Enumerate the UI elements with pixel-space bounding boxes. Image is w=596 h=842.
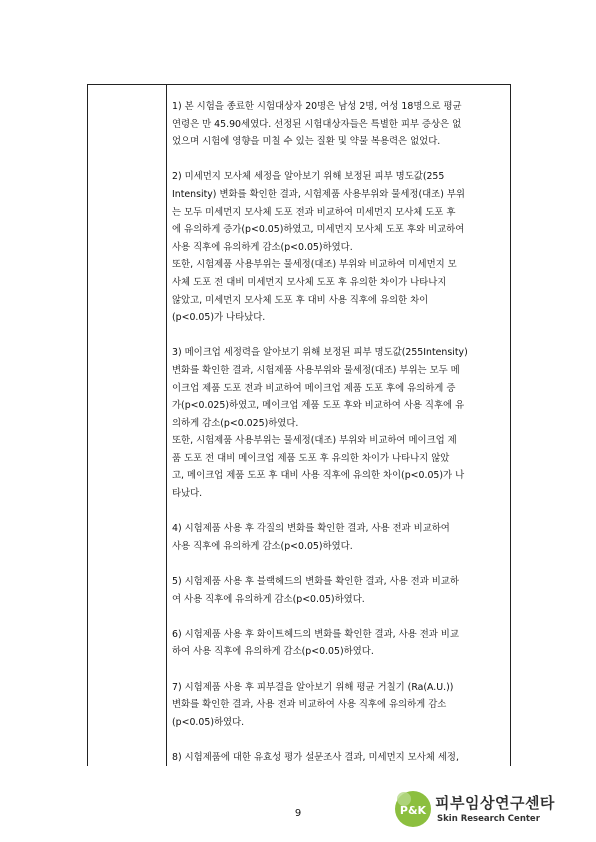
result-line: 5) 시험제품 사용 후 블랙헤드의 변화를 확인한 결과, 사용 전과 비교하 xyxy=(172,576,459,588)
result-item xyxy=(172,168,506,326)
result-line: 연령은 만 45.90세였다. 선정된 시험대상자들은 특별한 피부 증상은 없 xyxy=(172,118,462,130)
result-line: 하여 사용 직후에 유의하게 감소(p<0.05)하였다. xyxy=(172,646,374,658)
result-item xyxy=(172,573,506,608)
result-line: 6) 시험제품 사용 후 화이트헤드의 변화를 확인한 결과, 사용 전과 비교 xyxy=(172,628,459,640)
result-line: 2) 미세먼지 모사체 세정을 알아보기 위해 보정된 피부 명도값(255 xyxy=(172,171,445,183)
result-line: 3) 메이크업 세정력을 알아보기 위해 보정된 피부 명도값(255Intensity) xyxy=(172,347,468,359)
result-line: 또한, 시험제품 사용부위는 물세정(대조) 부위와 비교하여 메이크업 제 xyxy=(172,435,457,447)
result-line: 변화를 확인한 결과, 사용 전과 비교하여 사용 직후에 유의하게 감소 xyxy=(172,699,447,711)
result-line: 여 사용 직후에 유의하게 감소(p<0.05)하였다. xyxy=(172,593,365,605)
pk-logo-icon xyxy=(393,790,433,828)
result-line: 1) 본 시험을 종료한 시험대상자 20명은 남성 2명, 여성 18명으로 평균 xyxy=(172,101,462,112)
logo-english-text: Skin Research Center xyxy=(437,814,540,824)
result-line: 4) 시험제품 사용 후 각질의 변화를 확인한 결과, 사용 전과 비교하여 xyxy=(172,523,450,535)
result-line: 품 도포 전 대비 메이크업 제품 도포 후 유의한 차이가 나타나지 않았 xyxy=(172,452,450,464)
result-line: 에 유의하게 증가(p<0.05)하였고, 미세먼지 모사체 도포 후와 비교하여 xyxy=(172,224,465,236)
result-line: 8) 시험제품에 대한 유효성 평가 설문조사 결과, 미세먼지 모사체 세정, xyxy=(172,751,459,763)
company-logo xyxy=(393,790,573,830)
result-line: 변화를 확인한 결과, 시험제품 사용부위와 물세정(대조) 부위는 모두 메 xyxy=(172,364,460,376)
result-item xyxy=(172,679,506,732)
result-line: 었으며 시험에 영향을 미칠 수 있는 질환 및 약물 복용력은 없었다. xyxy=(172,136,441,148)
result-line: Intensity) 변화를 확인한 결과, 시험제품 사용부위와 물세정(대조) 부위 xyxy=(172,188,465,200)
result-line: 사용 직후에 유의하게 감소(p<0.05)하였다. xyxy=(172,241,353,253)
results-cell xyxy=(172,98,506,784)
result-line: 사용 직후에 유의하게 감소(p<0.05)하였다. xyxy=(172,540,353,552)
result-line: (p<0.05)가 나타났다. xyxy=(172,312,266,324)
result-line: 않았고, 미세먼지 모사체 도포 후 대비 사용 직후에 유의한 차이 xyxy=(172,294,429,306)
result-line: 타났다. xyxy=(172,488,203,500)
result-item xyxy=(172,520,506,555)
result-item xyxy=(172,344,506,502)
result-line: 는 모두 미세먼지 모사체 도포 전과 비교하여 미세먼지 모사체 도포 후 xyxy=(172,206,456,218)
result-item xyxy=(172,98,506,151)
result-line: 7) 시험제품 사용 후 피부결을 알아보기 위해 평균 거칠기 (Ra(A.U.)) xyxy=(172,681,454,693)
logo-korean-text: 피부임상연구센타 xyxy=(435,794,555,812)
result-line: 가(p<0.025)하였고, 메이크업 제품 도포 후와 비교하여 사용 직후에 유 xyxy=(172,400,465,412)
result-line: 사체 도포 전 대비 미세먼지 모사체 도포 후 유의한 차이가 나타나지 xyxy=(172,276,447,288)
column-divider xyxy=(166,85,167,766)
result-item xyxy=(172,626,506,661)
result-line: (p<0.05)하였다. xyxy=(172,716,245,728)
result-line: 또한, 시험제품 사용부위는 물세정(대조) 부위와 비교하여 미세먼지 모 xyxy=(172,259,457,271)
page-number: 9 xyxy=(294,808,302,819)
result-item xyxy=(172,749,506,767)
result-line: 고, 메이크업 제품 도포 후 대비 사용 직후에 유의한 차이(p<0.05)가 나 xyxy=(172,470,465,482)
svg-text:P&K: P&K xyxy=(399,804,427,817)
result-line: 이크업 제품 도포 전과 비교하여 메이크업 제품 도포 후에 유의하게 증 xyxy=(172,382,456,394)
result-line: 의하게 감소(p<0.025)하였다. xyxy=(172,417,299,429)
